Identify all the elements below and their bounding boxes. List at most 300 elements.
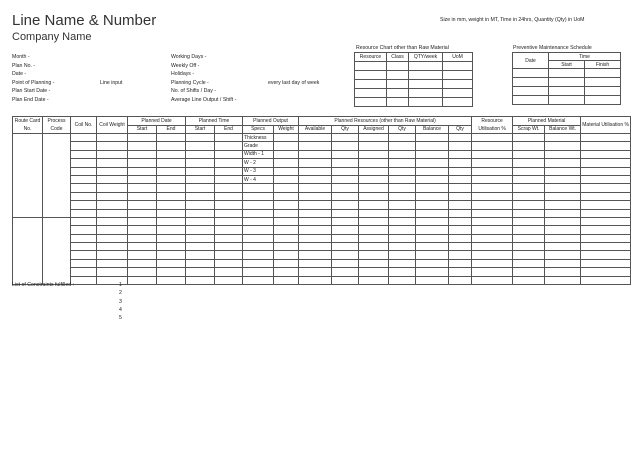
table-cell[interactable] — [128, 142, 157, 150]
resource-chart-cell[interactable] — [387, 80, 409, 89]
resource-chart-cell[interactable] — [409, 71, 443, 80]
table-cell[interactable] — [472, 192, 513, 200]
table-cell[interactable] — [186, 268, 215, 276]
table-cell[interactable] — [545, 159, 581, 167]
table-cell[interactable] — [243, 268, 274, 276]
table-cell[interactable] — [243, 243, 274, 251]
table-cell[interactable] — [416, 259, 449, 267]
table-cell[interactable] — [215, 167, 243, 175]
table-cell[interactable] — [97, 251, 128, 259]
table-cell[interactable] — [359, 142, 389, 150]
table-cell[interactable] — [416, 184, 449, 192]
table-cell[interactable] — [128, 217, 157, 225]
table-cell[interactable] — [359, 159, 389, 167]
table-cell[interactable] — [97, 268, 128, 276]
table-cell[interactable] — [389, 134, 416, 142]
route-card-cell[interactable] — [13, 217, 43, 284]
table-cell[interactable] — [97, 243, 128, 251]
table-cell[interactable] — [332, 276, 359, 284]
table-cell[interactable] — [274, 142, 299, 150]
table-cell[interactable] — [449, 209, 472, 217]
table-cell[interactable] — [332, 217, 359, 225]
table-cell[interactable] — [359, 192, 389, 200]
table-cell[interactable] — [274, 184, 299, 192]
maintenance-cell[interactable] — [585, 87, 621, 96]
table-cell[interactable] — [299, 201, 332, 209]
table-cell[interactable] — [215, 234, 243, 242]
table-cell[interactable] — [472, 217, 513, 225]
table-cell[interactable] — [97, 159, 128, 167]
table-cell[interactable] — [299, 150, 332, 158]
table-cell[interactable] — [128, 184, 157, 192]
table-cell[interactable] — [274, 150, 299, 158]
table-cell[interactable] — [299, 217, 332, 225]
table-cell[interactable] — [215, 134, 243, 142]
table-cell[interactable] — [71, 184, 97, 192]
table-cell[interactable] — [581, 134, 631, 142]
table-cell[interactable] — [128, 226, 157, 234]
table-cell[interactable] — [157, 201, 186, 209]
table-cell[interactable] — [243, 201, 274, 209]
table-cell[interactable] — [472, 259, 513, 267]
table-cell[interactable] — [545, 150, 581, 158]
table-cell[interactable] — [97, 259, 128, 267]
table-cell[interactable] — [332, 142, 359, 150]
table-cell[interactable] — [359, 217, 389, 225]
table-cell[interactable] — [332, 134, 359, 142]
table-cell[interactable] — [97, 226, 128, 234]
resource-chart-cell[interactable] — [443, 80, 473, 89]
table-cell[interactable] — [299, 276, 332, 284]
table-cell[interactable] — [186, 259, 215, 267]
table-cell[interactable] — [215, 259, 243, 267]
table-cell[interactable] — [581, 259, 631, 267]
table-cell[interactable] — [243, 184, 274, 192]
table-cell[interactable] — [215, 217, 243, 225]
table-cell[interactable] — [389, 251, 416, 259]
table-cell[interactable] — [299, 251, 332, 259]
table-cell[interactable] — [545, 175, 581, 183]
maintenance-cell[interactable] — [585, 69, 621, 78]
table-cell[interactable] — [449, 251, 472, 259]
table-cell[interactable] — [449, 201, 472, 209]
table-cell[interactable] — [581, 192, 631, 200]
table-cell[interactable] — [71, 234, 97, 242]
table-cell[interactable] — [389, 276, 416, 284]
table-cell[interactable] — [416, 159, 449, 167]
table-cell[interactable] — [71, 134, 97, 142]
table-cell[interactable] — [186, 184, 215, 192]
table-cell[interactable] — [332, 259, 359, 267]
table-cell[interactable] — [581, 217, 631, 225]
process-code-cell[interactable] — [43, 134, 71, 218]
table-cell[interactable] — [416, 150, 449, 158]
table-cell[interactable] — [71, 192, 97, 200]
table-cell[interactable] — [416, 251, 449, 259]
table-cell[interactable] — [97, 150, 128, 158]
table-cell[interactable] — [545, 243, 581, 251]
table-cell[interactable] — [157, 234, 186, 242]
table-cell[interactable] — [581, 251, 631, 259]
table-cell[interactable] — [472, 150, 513, 158]
table-cell[interactable] — [157, 259, 186, 267]
table-cell[interactable] — [332, 226, 359, 234]
table-cell[interactable] — [449, 150, 472, 158]
table-cell[interactable] — [513, 209, 545, 217]
table-cell[interactable] — [157, 150, 186, 158]
maintenance-cell[interactable] — [513, 69, 549, 78]
table-cell[interactable] — [243, 234, 274, 242]
table-cell[interactable] — [389, 234, 416, 242]
table-cell[interactable] — [416, 234, 449, 242]
table-cell[interactable] — [449, 268, 472, 276]
table-cell[interactable] — [128, 209, 157, 217]
table-cell[interactable] — [186, 201, 215, 209]
table-cell[interactable] — [299, 192, 332, 200]
table-cell[interactable] — [581, 243, 631, 251]
table-cell[interactable] — [449, 217, 472, 225]
maintenance-cell[interactable] — [549, 78, 585, 87]
table-cell[interactable] — [581, 268, 631, 276]
table-cell[interactable] — [97, 167, 128, 175]
table-cell[interactable] — [274, 201, 299, 209]
table-cell[interactable] — [128, 159, 157, 167]
table-cell[interactable] — [513, 226, 545, 234]
table-cell[interactable] — [274, 226, 299, 234]
table-cell[interactable] — [274, 251, 299, 259]
table-cell[interactable] — [71, 159, 97, 167]
table-cell[interactable] — [243, 192, 274, 200]
table-cell[interactable] — [243, 251, 274, 259]
table-cell[interactable] — [389, 167, 416, 175]
table-cell[interactable] — [332, 201, 359, 209]
table-cell[interactable] — [128, 276, 157, 284]
table-cell[interactable] — [416, 192, 449, 200]
table-cell[interactable] — [71, 209, 97, 217]
table-cell[interactable] — [71, 251, 97, 259]
table-cell[interactable] — [359, 234, 389, 242]
table-cell[interactable] — [545, 184, 581, 192]
table-cell[interactable] — [299, 134, 332, 142]
table-cell[interactable] — [157, 268, 186, 276]
table-cell[interactable] — [97, 234, 128, 242]
table-cell[interactable] — [97, 142, 128, 150]
table-cell[interactable] — [299, 243, 332, 251]
table-cell[interactable] — [274, 159, 299, 167]
table-cell[interactable] — [581, 234, 631, 242]
table-cell[interactable] — [215, 276, 243, 284]
table-cell[interactable] — [581, 175, 631, 183]
table-cell[interactable] — [545, 201, 581, 209]
table-cell[interactable] — [299, 159, 332, 167]
table-cell[interactable] — [157, 134, 186, 142]
maintenance-cell[interactable] — [585, 96, 621, 105]
table-cell[interactable] — [186, 142, 215, 150]
table-cell[interactable] — [545, 192, 581, 200]
table-cell[interactable] — [581, 184, 631, 192]
table-cell[interactable] — [332, 167, 359, 175]
table-cell[interactable] — [513, 184, 545, 192]
table-cell[interactable] — [186, 209, 215, 217]
resource-chart-cell[interactable] — [387, 62, 409, 71]
table-cell[interactable] — [513, 150, 545, 158]
table-cell[interactable] — [513, 276, 545, 284]
table-cell[interactable] — [157, 167, 186, 175]
table-cell[interactable] — [274, 167, 299, 175]
table-cell[interactable] — [389, 243, 416, 251]
table-cell[interactable] — [128, 150, 157, 158]
table-cell[interactable] — [472, 167, 513, 175]
table-cell[interactable] — [215, 159, 243, 167]
table-cell[interactable] — [128, 268, 157, 276]
table-cell[interactable] — [186, 134, 215, 142]
table-cell[interactable] — [472, 234, 513, 242]
resource-chart-cell[interactable] — [387, 89, 409, 98]
table-cell[interactable] — [416, 276, 449, 284]
table-cell[interactable] — [157, 243, 186, 251]
table-cell[interactable] — [186, 150, 215, 158]
table-cell[interactable] — [472, 134, 513, 142]
table-cell[interactable] — [389, 184, 416, 192]
maintenance-cell[interactable] — [513, 96, 549, 105]
table-cell[interactable] — [274, 234, 299, 242]
table-cell[interactable] — [472, 251, 513, 259]
maintenance-cell[interactable] — [549, 87, 585, 96]
table-cell[interactable] — [359, 209, 389, 217]
table-cell[interactable] — [71, 142, 97, 150]
table-cell[interactable] — [359, 259, 389, 267]
table-cell[interactable] — [513, 243, 545, 251]
table-cell[interactable] — [299, 226, 332, 234]
table-cell[interactable] — [359, 268, 389, 276]
table-cell[interactable] — [332, 175, 359, 183]
table-cell[interactable] — [71, 150, 97, 158]
table-cell[interactable] — [449, 276, 472, 284]
table-cell[interactable] — [186, 192, 215, 200]
table-cell[interactable] — [215, 268, 243, 276]
table-cell[interactable] — [513, 201, 545, 209]
table-cell[interactable] — [71, 175, 97, 183]
table-cell[interactable] — [359, 226, 389, 234]
table-cell[interactable] — [299, 142, 332, 150]
table-cell[interactable] — [513, 259, 545, 267]
resource-chart-cell[interactable] — [409, 62, 443, 71]
table-cell[interactable] — [71, 259, 97, 267]
table-cell[interactable] — [545, 134, 581, 142]
resource-chart-cell[interactable] — [355, 80, 387, 89]
table-cell[interactable] — [186, 251, 215, 259]
table-cell[interactable] — [389, 142, 416, 150]
table-cell[interactable] — [332, 192, 359, 200]
table-cell[interactable] — [332, 209, 359, 217]
table-cell[interactable] — [416, 226, 449, 234]
table-cell[interactable] — [157, 251, 186, 259]
table-cell[interactable] — [416, 142, 449, 150]
table-cell[interactable] — [389, 217, 416, 225]
table-cell[interactable] — [71, 226, 97, 234]
table-cell[interactable] — [243, 259, 274, 267]
table-cell[interactable] — [416, 209, 449, 217]
table-cell[interactable] — [215, 209, 243, 217]
table-cell[interactable] — [545, 226, 581, 234]
table-cell[interactable] — [581, 226, 631, 234]
table-cell[interactable] — [545, 268, 581, 276]
table-cell[interactable] — [581, 142, 631, 150]
table-cell[interactable] — [449, 175, 472, 183]
table-cell[interactable] — [416, 217, 449, 225]
table-cell[interactable] — [449, 226, 472, 234]
table-cell[interactable] — [359, 134, 389, 142]
resource-chart-cell[interactable] — [387, 71, 409, 80]
table-cell[interactable] — [472, 175, 513, 183]
table-cell[interactable] — [186, 243, 215, 251]
table-cell[interactable] — [389, 159, 416, 167]
table-cell[interactable] — [243, 226, 274, 234]
table-cell[interactable] — [449, 142, 472, 150]
table-cell[interactable] — [71, 201, 97, 209]
table-cell[interactable] — [157, 276, 186, 284]
table-cell[interactable] — [513, 134, 545, 142]
table-cell[interactable] — [513, 234, 545, 242]
table-cell[interactable] — [71, 276, 97, 284]
table-cell[interactable] — [449, 159, 472, 167]
table-cell[interactable] — [359, 251, 389, 259]
table-cell[interactable] — [416, 268, 449, 276]
table-cell[interactable] — [215, 201, 243, 209]
route-card-cell[interactable] — [13, 134, 43, 218]
table-cell[interactable] — [332, 251, 359, 259]
table-cell[interactable] — [71, 243, 97, 251]
resource-chart-cell[interactable] — [443, 89, 473, 98]
table-cell[interactable] — [389, 259, 416, 267]
table-cell[interactable] — [97, 134, 128, 142]
table-cell[interactable] — [332, 234, 359, 242]
table-cell[interactable] — [128, 192, 157, 200]
table-cell[interactable] — [128, 175, 157, 183]
table-cell[interactable] — [513, 142, 545, 150]
table-cell[interactable] — [274, 192, 299, 200]
table-cell[interactable] — [513, 175, 545, 183]
table-cell[interactable] — [97, 217, 128, 225]
table-cell[interactable] — [416, 134, 449, 142]
table-cell[interactable] — [97, 276, 128, 284]
table-cell[interactable] — [157, 226, 186, 234]
maintenance-cell[interactable] — [513, 78, 549, 87]
table-cell[interactable] — [449, 167, 472, 175]
table-cell[interactable] — [513, 251, 545, 259]
table-cell[interactable] — [186, 226, 215, 234]
table-cell[interactable] — [359, 184, 389, 192]
table-cell[interactable] — [472, 276, 513, 284]
table-cell[interactable] — [449, 243, 472, 251]
table-cell[interactable] — [389, 192, 416, 200]
process-code-cell[interactable] — [43, 217, 71, 284]
table-cell[interactable] — [389, 150, 416, 158]
table-cell[interactable] — [215, 184, 243, 192]
table-cell[interactable] — [97, 209, 128, 217]
table-cell[interactable] — [359, 167, 389, 175]
resource-chart-cell[interactable] — [443, 98, 473, 107]
table-cell[interactable] — [215, 251, 243, 259]
table-cell[interactable] — [274, 175, 299, 183]
resource-chart-cell[interactable] — [355, 89, 387, 98]
table-cell[interactable] — [513, 192, 545, 200]
table-cell[interactable] — [359, 243, 389, 251]
table-cell[interactable] — [128, 134, 157, 142]
table-cell[interactable] — [416, 243, 449, 251]
table-cell[interactable] — [449, 259, 472, 267]
table-cell[interactable] — [299, 259, 332, 267]
table-cell[interactable] — [215, 142, 243, 150]
table-cell[interactable] — [581, 159, 631, 167]
table-cell[interactable] — [389, 201, 416, 209]
table-cell[interactable] — [186, 234, 215, 242]
table-cell[interactable] — [128, 201, 157, 209]
table-cell[interactable] — [416, 167, 449, 175]
table-cell[interactable] — [157, 159, 186, 167]
table-cell[interactable] — [545, 209, 581, 217]
resource-chart-cell[interactable] — [355, 98, 387, 107]
table-cell[interactable] — [97, 201, 128, 209]
resource-chart-cell[interactable] — [443, 71, 473, 80]
table-cell[interactable] — [128, 251, 157, 259]
table-cell[interactable] — [472, 268, 513, 276]
table-cell[interactable] — [545, 259, 581, 267]
table-cell[interactable] — [274, 268, 299, 276]
table-cell[interactable] — [513, 217, 545, 225]
table-cell[interactable] — [186, 159, 215, 167]
table-cell[interactable] — [215, 243, 243, 251]
table-cell[interactable] — [243, 217, 274, 225]
table-cell[interactable] — [274, 134, 299, 142]
table-cell[interactable] — [545, 251, 581, 259]
table-cell[interactable] — [215, 226, 243, 234]
resource-chart-cell[interactable] — [355, 62, 387, 71]
table-cell[interactable] — [472, 201, 513, 209]
table-cell[interactable] — [332, 184, 359, 192]
resource-chart-cell[interactable] — [387, 98, 409, 107]
table-cell[interactable] — [215, 192, 243, 200]
table-cell[interactable] — [186, 217, 215, 225]
table-cell[interactable] — [513, 159, 545, 167]
table-cell[interactable] — [97, 175, 128, 183]
table-cell[interactable] — [71, 217, 97, 225]
table-cell[interactable] — [332, 150, 359, 158]
table-cell[interactable] — [545, 142, 581, 150]
table-cell[interactable] — [97, 184, 128, 192]
resource-chart-cell[interactable] — [409, 80, 443, 89]
table-cell[interactable] — [449, 234, 472, 242]
table-cell[interactable] — [359, 175, 389, 183]
table-cell[interactable] — [581, 209, 631, 217]
table-cell[interactable] — [472, 159, 513, 167]
table-cell[interactable] — [359, 150, 389, 158]
table-cell[interactable] — [299, 167, 332, 175]
resource-chart-cell[interactable] — [355, 71, 387, 80]
table-cell[interactable] — [157, 142, 186, 150]
table-cell[interactable] — [186, 167, 215, 175]
table-cell[interactable] — [545, 167, 581, 175]
table-cell[interactable] — [215, 175, 243, 183]
table-cell[interactable] — [581, 167, 631, 175]
table-cell[interactable] — [513, 268, 545, 276]
table-cell[interactable] — [299, 175, 332, 183]
table-cell[interactable] — [545, 234, 581, 242]
resource-chart-cell[interactable] — [443, 62, 473, 71]
table-cell[interactable] — [157, 217, 186, 225]
table-cell[interactable] — [274, 276, 299, 284]
table-cell[interactable] — [449, 134, 472, 142]
